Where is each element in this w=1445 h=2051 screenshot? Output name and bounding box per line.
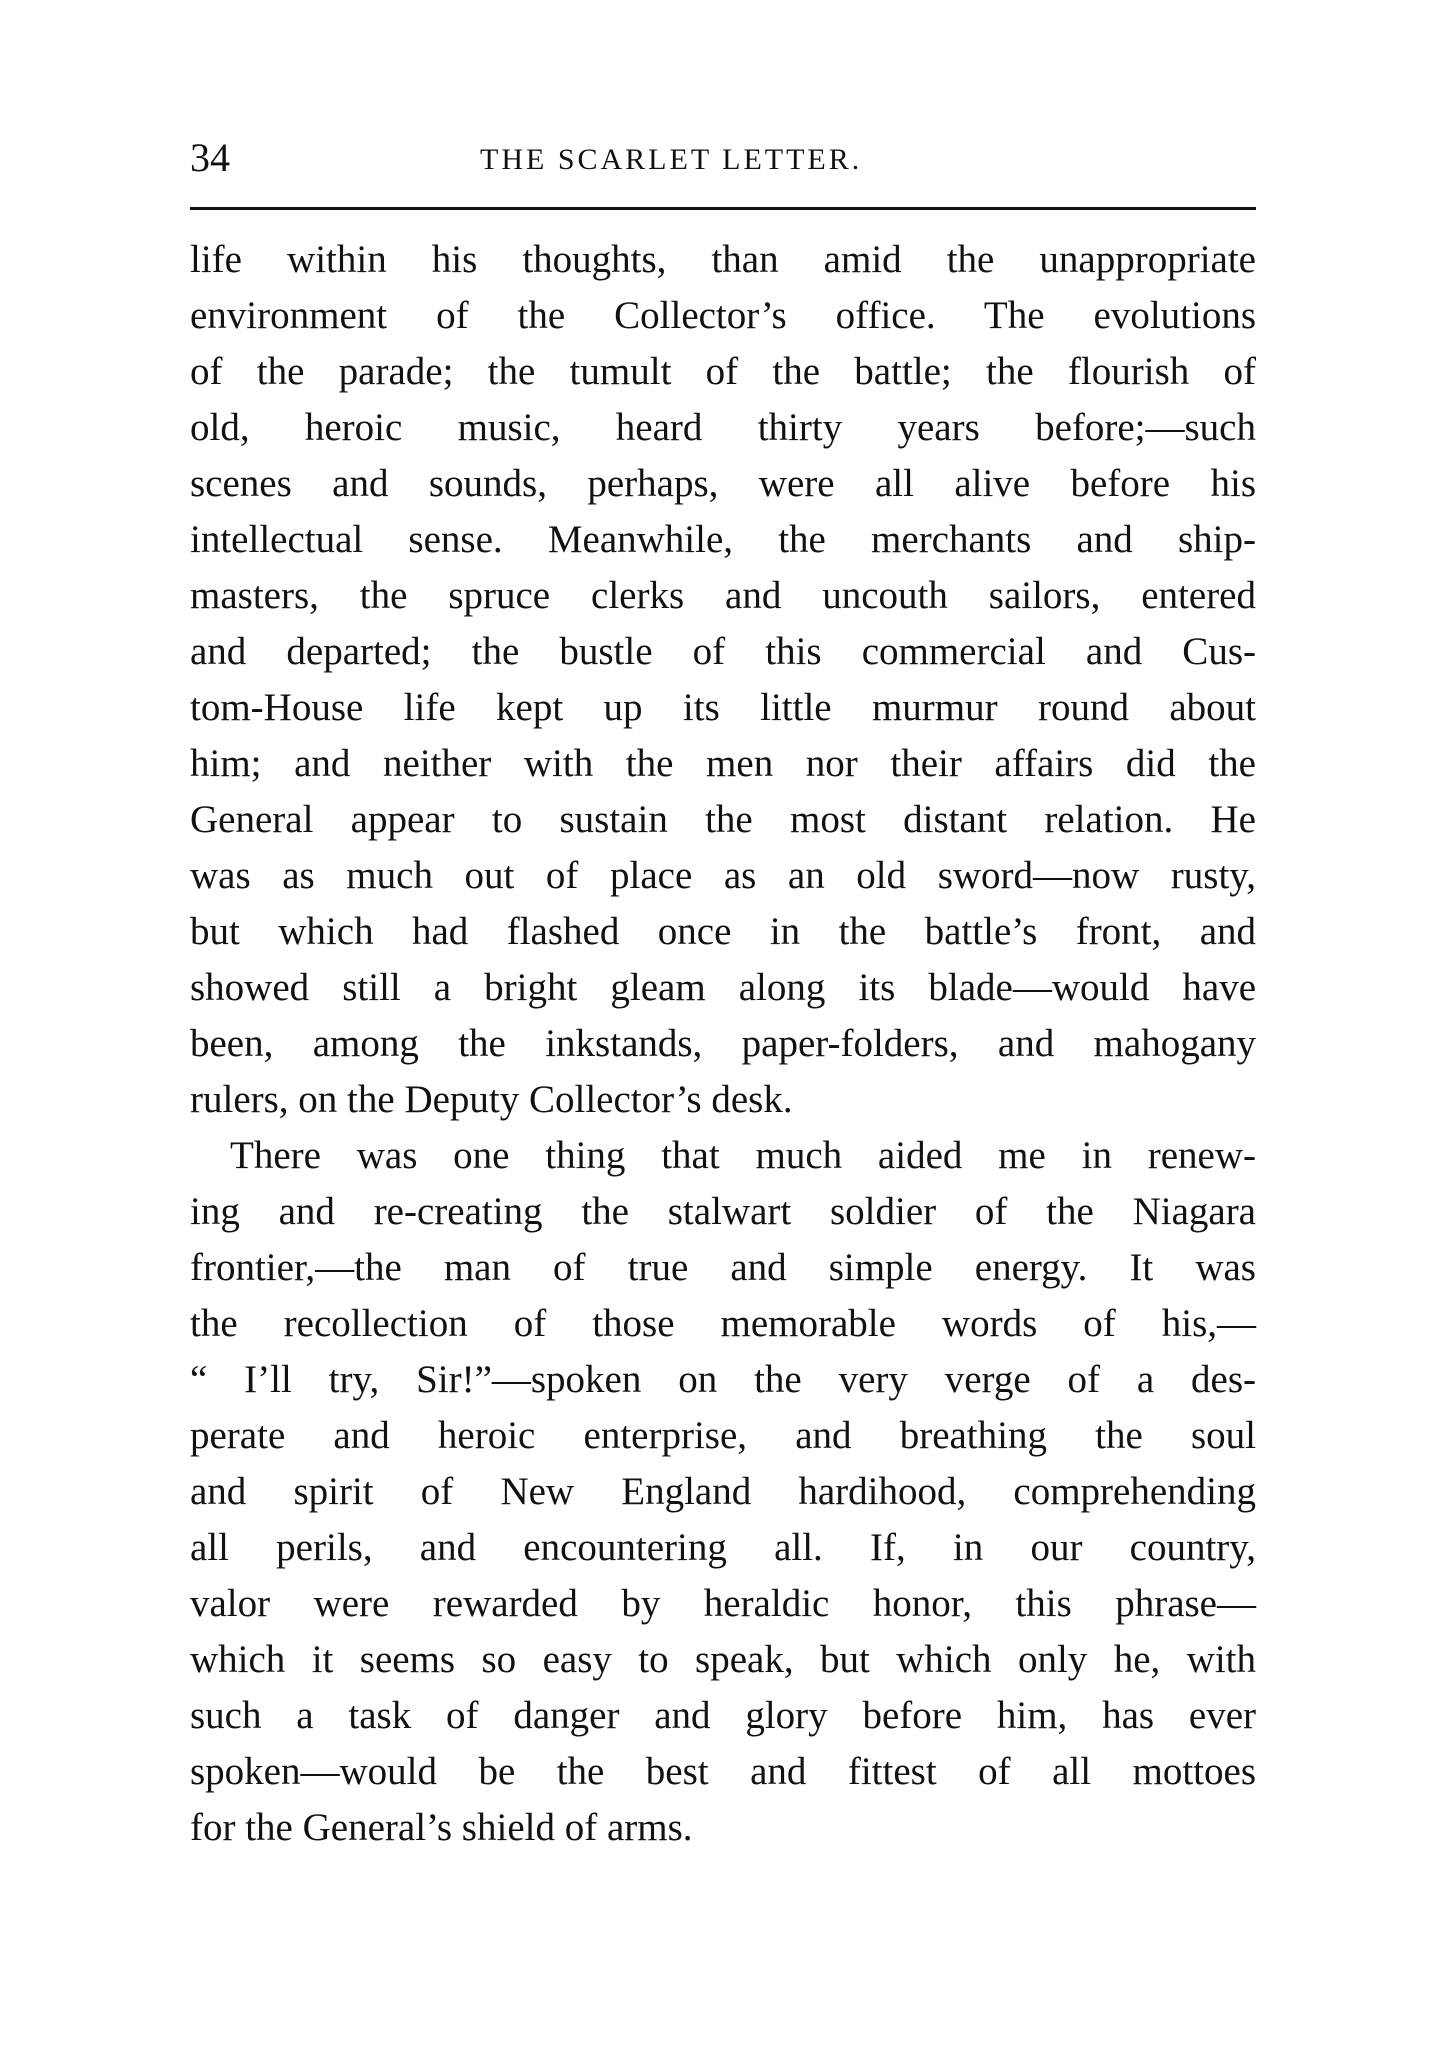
text-line: ing and re-creating the stalwart soldier of the Niagara bbox=[190, 1190, 1256, 1233]
text-line: masters, the spruce clerks and uncouth sailors, entered bbox=[190, 574, 1256, 617]
running-title: THE SCARLET LETTER. bbox=[480, 143, 863, 176]
text-line: spoken—would be the best and fittest of all mottoes bbox=[190, 1750, 1256, 1793]
text-line: which it seems so easy to speak, but which only he, with bbox=[190, 1638, 1256, 1681]
text-line: intellectual sense. Meanwhile, the merchants and ship- bbox=[190, 518, 1256, 561]
text-line: been, among the inkstands, paper-folders, and mahogany bbox=[190, 1022, 1256, 1065]
text-line: him; and neither with the men nor their affairs did the bbox=[190, 742, 1256, 785]
text-line: There was one thing that much aided me in renew- bbox=[230, 1134, 1256, 1177]
text-line: perate and heroic enterprise, and breathing the soul bbox=[190, 1414, 1256, 1457]
text-line: scenes and sounds, perhaps, were all alive before his bbox=[190, 462, 1256, 505]
text-line: such a task of danger and glory before him, has ever bbox=[190, 1694, 1256, 1737]
text-line: was as much out of place as an old sword—now rusty, bbox=[190, 854, 1256, 897]
text-line: tom-House life kept up its little murmur round about bbox=[190, 686, 1256, 729]
paragraph-2 bbox=[190, 1128, 1256, 1856]
text-line: and departed; the bustle of this commercial and Cus- bbox=[190, 630, 1256, 673]
header-rule bbox=[190, 207, 1256, 210]
body-text bbox=[190, 232, 1256, 1856]
running-head bbox=[190, 128, 1256, 188]
text-line: for the General’s shield of arms. bbox=[190, 1806, 693, 1849]
text-line: rulers, on the Deputy Collector’s desk. bbox=[190, 1078, 793, 1121]
text-line: environment of the Collector’s office. The evolutions bbox=[190, 294, 1256, 337]
text-line: frontier,—the man of true and simple energy. It was bbox=[190, 1246, 1256, 1289]
text-line: showed still a bright gleam along its blade—would have bbox=[190, 966, 1256, 1009]
page-number: 34 bbox=[190, 135, 230, 180]
text-line: old, heroic music, heard thirty years before;—such bbox=[190, 406, 1256, 449]
text-line: of the parade; the tumult of the battle; the flourish of bbox=[190, 350, 1256, 393]
text-line: but which had flashed once in the battle’s front, and bbox=[190, 910, 1256, 953]
text-line: and spirit of New England hardihood, comprehending bbox=[190, 1470, 1256, 1513]
text-line: the recollection of those memorable words of his,— bbox=[190, 1302, 1256, 1345]
text-line: all perils, and encountering all. If, in our country, bbox=[190, 1526, 1256, 1569]
text-line: life within his thoughts, than amid the unappropriate bbox=[190, 238, 1256, 281]
text-line: General appear to sustain the most distant relation. He bbox=[190, 798, 1256, 841]
text-line: “ I’ll try, Sir!”—spoken on the very verge of a des- bbox=[190, 1358, 1256, 1401]
paragraph-1 bbox=[190, 232, 1256, 1128]
text-line: valor were rewarded by heraldic honor, this phrase— bbox=[190, 1582, 1256, 1625]
